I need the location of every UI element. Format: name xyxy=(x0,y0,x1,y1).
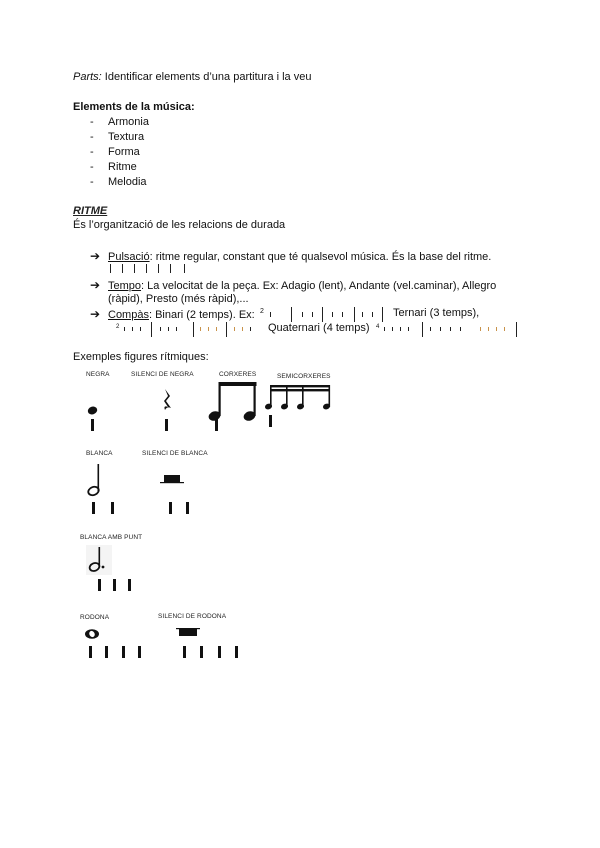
label-corxeres: CORXERES xyxy=(219,371,257,378)
parts-label: Parts: xyxy=(73,71,102,83)
beat-mark xyxy=(183,646,186,658)
beat-mark xyxy=(235,646,238,658)
arrow-icon: ➔ xyxy=(90,307,101,321)
list-item: - Ritme xyxy=(90,161,137,173)
dotted-half-note-icon xyxy=(86,545,112,575)
beat-mark xyxy=(269,415,272,427)
bullet-compas xyxy=(90,307,255,321)
beat-mark xyxy=(98,579,101,591)
pulse-ticks xyxy=(110,264,190,274)
parts-text: Identificar elements d’una partitura i la veu xyxy=(104,71,312,83)
whole-rest-icon xyxy=(176,627,200,639)
beat-mark xyxy=(105,646,108,658)
quaternary-measure: 4 xyxy=(376,325,521,335)
bullet-tempo xyxy=(90,278,496,292)
beat-mark xyxy=(89,646,92,658)
half-rest-icon xyxy=(160,472,184,486)
beat-mark xyxy=(111,502,114,514)
label-semicorxeres: SEMICORXERES xyxy=(277,373,331,380)
binary-measure: 2 xyxy=(258,310,388,320)
list-item-ritme: Ritme xyxy=(108,161,137,173)
beat-mark xyxy=(128,579,131,591)
ternari-text: Ternari (3 temps), xyxy=(393,307,480,319)
quarter-note-icon xyxy=(86,404,100,416)
ritme-definition: És l’organització de les relacions de durada xyxy=(73,219,286,231)
quaternari-text: Quaternari (4 temps) xyxy=(268,322,370,334)
parts-line xyxy=(73,71,311,83)
quarter-rest-icon xyxy=(160,388,174,418)
ritme-heading: RITME xyxy=(73,205,108,217)
whole-note-icon xyxy=(84,628,100,640)
beat-mark xyxy=(138,646,141,658)
beat-mark xyxy=(186,502,189,514)
ternary-measure: 2 xyxy=(116,325,266,335)
beat-mark xyxy=(200,646,203,658)
bullet-pulsacio xyxy=(90,249,491,263)
bullet-tempo-cont: (ràpid), Presto (més ràpid),... xyxy=(108,293,249,305)
bullet-term: Pulsació xyxy=(108,251,150,263)
eighth-notes-icon xyxy=(208,380,258,422)
arrow-icon: ➔ xyxy=(90,249,101,263)
list-item-melodia: Melodia xyxy=(108,176,147,188)
label-rodona: RODONA xyxy=(80,614,110,621)
half-note-icon xyxy=(86,463,104,499)
beat-mark xyxy=(169,502,172,514)
arrow-icon: ➔ xyxy=(90,278,101,292)
bullet-text: : Binari (2 temps). Ex: xyxy=(148,309,255,321)
list-item: - Forma xyxy=(90,146,140,158)
beat-mark xyxy=(218,646,221,658)
beat-mark xyxy=(113,579,116,591)
list-item: - Armonia xyxy=(90,116,149,128)
bullet-text: : ritme regular, constant que té qualsevol música. És la base del ritme. xyxy=(149,251,492,263)
list-item-forma: Forma xyxy=(108,146,140,158)
beat-mark xyxy=(91,419,94,431)
label-blanca-punt: BLANCA AMB PUNT xyxy=(80,534,143,541)
examples-heading: Exemples figures rítmiques: xyxy=(73,351,209,363)
list-item-textura: Textura xyxy=(108,131,145,143)
label-silenci-rodona: SILENCI DE RODONA xyxy=(158,613,227,620)
beat-mark xyxy=(92,502,95,514)
bullet-term: Tempo xyxy=(108,280,142,292)
elements-heading: Elements de la música: xyxy=(73,101,195,113)
sixteenth-notes-icon xyxy=(266,384,332,412)
list-item: - Textura xyxy=(90,131,145,143)
bullet-text: : La velocitat de la peça. Ex: Adagio (lent), Andante (vel.caminar), Allegro xyxy=(141,280,497,292)
bullet-term: Compàs xyxy=(108,309,149,321)
label-negra: NEGRA xyxy=(86,371,110,378)
beat-mark xyxy=(165,419,168,431)
label-silenci-negra: SILENCI DE NEGRA xyxy=(131,371,194,378)
list-item: - Melodia xyxy=(90,176,147,188)
list-item-armonia: Armonia xyxy=(108,116,149,128)
beat-mark xyxy=(122,646,125,658)
label-silenci-blanca: SILENCI DE BLANCA xyxy=(142,450,208,457)
beat-mark xyxy=(215,419,218,431)
label-blanca: BLANCA xyxy=(86,450,113,457)
